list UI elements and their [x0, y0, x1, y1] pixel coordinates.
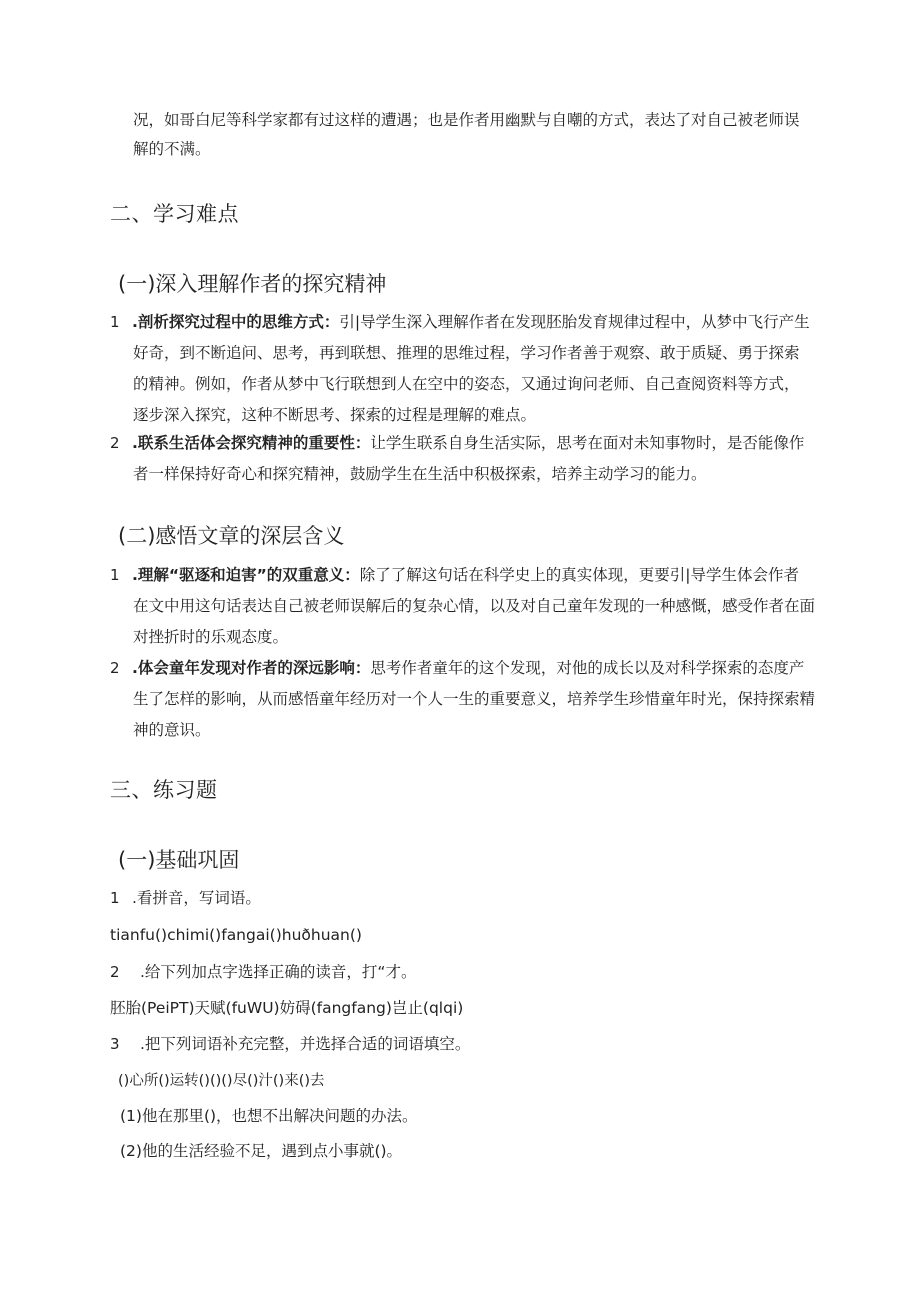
section-2-sub-1-title: (一)深入理解作者的探究精神 — [118, 272, 387, 296]
item-text-rest — [133, 338, 823, 431]
item-text-rest — [133, 684, 823, 746]
question-3 — [110, 1029, 470, 1059]
question-1-pinyin: tianfu()chimi()fangai()huðhuan() — [110, 926, 362, 944]
item-lead: .理解“驱逐和迫害”的双重意义： — [132, 566, 360, 584]
item-lead: .联系生活体会探究精神的重要性： — [132, 434, 371, 452]
question-number: 1 — [110, 889, 120, 907]
item-number: 2 — [110, 659, 120, 677]
item-number: 1 — [110, 566, 120, 584]
text-line: 者一样保持好奇心和探究精神，鼓励学生在生活中积极探索，培养主动学习的能力。 — [133, 465, 707, 483]
text-line: 在文中用这句话表达自己被老师误解后的复杂心情，以及对自己童年发现的一种感慨，感受作者在面 — [133, 597, 816, 615]
question-1 — [110, 883, 261, 913]
item-text-rest — [133, 459, 823, 490]
text-line: 生了怎样的影响，从而感悟童年经历对一个人一生的重要意义，培养学生珍惜童年时光，保持探索精 — [133, 690, 816, 708]
question-3-sentence-1: (1)他在那里()，也想不出解决问题的办法。 — [120, 1107, 418, 1125]
text-line: 对挫折时的乐观态度。 — [133, 628, 289, 646]
question-3-sentence-2: (2)他的生活经验不足，遇到点小事就()。 — [120, 1142, 403, 1160]
section-3-title: 三、练习题 — [110, 778, 218, 802]
item-lead: .剖析探究过程中的思维方式： — [132, 313, 340, 331]
question-number: 3 — [110, 1035, 120, 1053]
item-text: 让学生联系自身生活实际，思考在面对未知事物时，是否能像作 — [370, 434, 805, 452]
section-2-sub-2-title: (二)感悟文章的深层含义 — [118, 524, 345, 548]
item-text-rest — [133, 591, 823, 653]
text-line: 的精神。例如，作者从梦中飞行联想到人在空中的姿态，又通过询问老师、自己查阅资料等方式， — [133, 375, 800, 393]
item-number: 1 — [110, 313, 120, 331]
text-line: 神的意识。 — [133, 721, 211, 739]
question-number: 2 — [110, 963, 120, 981]
item-text: 思考作者童年的这个发现，对他的成长以及对科学探索的态度产 — [370, 659, 805, 677]
question-text: .把下列词语补充完整，并选择合适的词语填空。 — [140, 1035, 471, 1053]
intro-line-2: 解的不满。 — [133, 140, 211, 158]
question-3-words: ()心所()运转()()()尽()汁()来()去 — [118, 1073, 325, 1089]
question-text: .给下列加点字选择正确的读音，打“才。 — [140, 963, 417, 981]
question-text: .看拼音，写词语。 — [132, 889, 261, 907]
item-lead: .体会童年发现对作者的深远影响： — [132, 659, 371, 677]
text-line: 逐步深入探究，这种不断思考、探索的过程是理解的难点。 — [133, 406, 537, 424]
text-line: 好奇，到不断追问、思考，再到联想、推理的思维过程，学习作者善于观察、敢于质疑、勇于探索 — [133, 344, 800, 362]
intro-line-1: 况，如哥白尼等科学家都有过这样的遭遇；也是作者用幽默与自嘲的方式，表达了对自己被老师误 — [133, 111, 800, 129]
item-number: 2 — [110, 434, 120, 452]
item-text: 引|导学生深入理解作者在发现胚胎发育规律过程中，从梦中飞行产生 — [339, 313, 810, 331]
section-3-sub-1-title: (一)基础巩固 — [118, 848, 240, 872]
item-text: 除了了解这句话在科学史上的真实体现，更要引|导学生体会作者 — [359, 566, 799, 584]
question-2-options: 胚胎(PeiPT)天赋(fuWU)妨碍(fangfang)岂止(qlqi) — [110, 999, 464, 1017]
section-2-title: 二、学习难点 — [110, 202, 239, 226]
question-2 — [110, 957, 416, 987]
